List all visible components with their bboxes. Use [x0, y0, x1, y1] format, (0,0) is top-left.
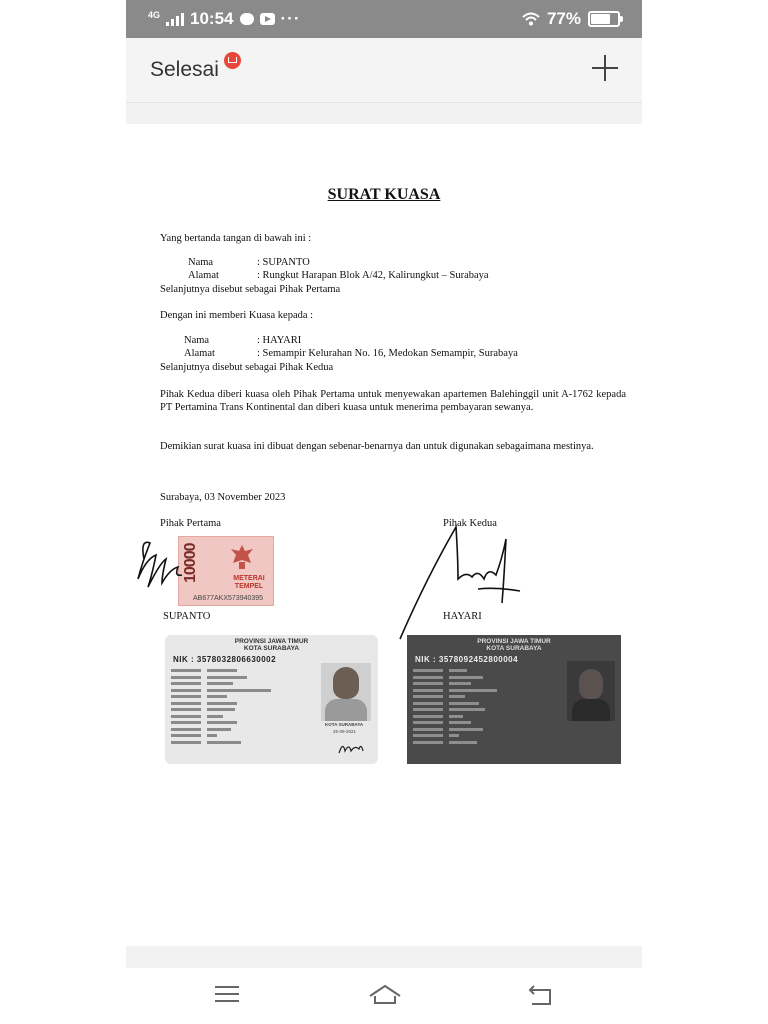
kuasa-intro: Dengan ini memberi Kuasa kepada :	[160, 310, 314, 321]
stamp-code: AB677AKX573940395	[193, 595, 264, 602]
ktp-fields	[171, 669, 321, 747]
wifi-icon	[522, 12, 540, 26]
ktp-header: PROVINSI JAWA TIMUR KOTA SURABAYA	[234, 638, 309, 652]
crown-icon[interactable]	[224, 52, 241, 69]
alamat-label-2: Alamat	[184, 348, 215, 359]
ktp-date: 26-09-2021	[333, 729, 357, 734]
more-notifications: ···	[280, 9, 301, 28]
battery-percent: 77%	[546, 9, 581, 28]
ktp-photo	[321, 663, 371, 721]
stamp-value: 10000	[182, 543, 199, 583]
intro-text: Yang bertanda tangan di bawah ini :	[160, 233, 312, 244]
play-icon	[260, 13, 275, 25]
stamp-text: METERAI TEMPEL	[233, 575, 265, 590]
ktp-card-supanto	[165, 635, 378, 764]
navigation-bar	[126, 968, 642, 1024]
sebutan-pihak-kedua: Selanjutnya disebut sebagai Pihak Kedua	[160, 362, 334, 373]
alamat-label-1: Alamat	[188, 270, 219, 281]
phone-screen	[126, 0, 642, 1024]
sign-right-label: Pihak Kedua	[443, 518, 497, 529]
nama-label-1: Nama	[188, 257, 214, 268]
back-icon[interactable]	[526, 984, 556, 1006]
battery-icon	[588, 11, 620, 27]
ktp-photo	[567, 661, 615, 721]
document-title: SURAT KUASA	[327, 186, 441, 203]
ktp-fields	[413, 669, 563, 747]
ktp-header: PROVINSI JAWA TIMUR KOTA SURABAYA	[477, 638, 551, 652]
network-type: 4G	[148, 9, 161, 20]
signal-icon	[166, 13, 184, 26]
sign-left-label: Pihak Pertama	[160, 518, 221, 529]
clock: 10:54	[190, 9, 234, 28]
paragraph-penutup: Demikian surat kuasa ini dibuat dengan sebenar-benarnya dan untuk digunakan sebagaimana mestinya.	[160, 441, 594, 452]
sign-left-name: SUPANTO	[163, 611, 211, 622]
nama-value-2: : HAYARI	[257, 335, 302, 346]
alamat-value-2: : Semampir Kelurahan No. 16, Medokan Semampir, Surabaya	[257, 348, 518, 359]
signature-pihak-pertama	[138, 542, 182, 587]
ktp-card-hayari	[407, 635, 621, 764]
sebutan-pihak-pertama: Selanjutnya disebut sebagai Pihak Pertama	[160, 284, 341, 295]
menu-icon[interactable]	[215, 986, 239, 1004]
nama-value-1: : SUPANTO	[257, 257, 310, 268]
ktp-signature	[335, 739, 367, 757]
ktp-nik: NIK : 3578092452800004	[415, 655, 519, 664]
place-date: Surabaya, 03 November 2023	[160, 492, 286, 503]
nama-label-2: Nama	[184, 335, 210, 346]
document-page	[126, 124, 642, 946]
battery-fill	[591, 14, 610, 24]
done-button[interactable]: Selesai	[150, 58, 219, 81]
app-bar	[126, 38, 642, 103]
chat-bubble-icon	[240, 13, 254, 25]
alamat-value-1: : Rungkut Harapan Blok A/42, Kalirungkut – Surabaya	[257, 270, 489, 281]
plus-icon[interactable]	[592, 55, 618, 81]
sign-right-name: HAYARI	[443, 611, 482, 622]
status-bar	[126, 0, 642, 38]
ktp-city: KOTA SURABAYA	[325, 722, 364, 727]
paragraph-kuasa: Pihak Kedua diberi kuasa oleh Pihak Pertama untuk menyewakan apartemen Balehinggil unit A-1762 kepada PT Pertamina Trans Kontinental dan diberi kuasa untuk menerima pembayaran sewanya.	[160, 389, 626, 413]
ktp-nik: NIK : 3578032806630002	[173, 655, 277, 664]
home-icon[interactable]	[367, 982, 403, 1008]
signatures	[126, 519, 642, 644]
